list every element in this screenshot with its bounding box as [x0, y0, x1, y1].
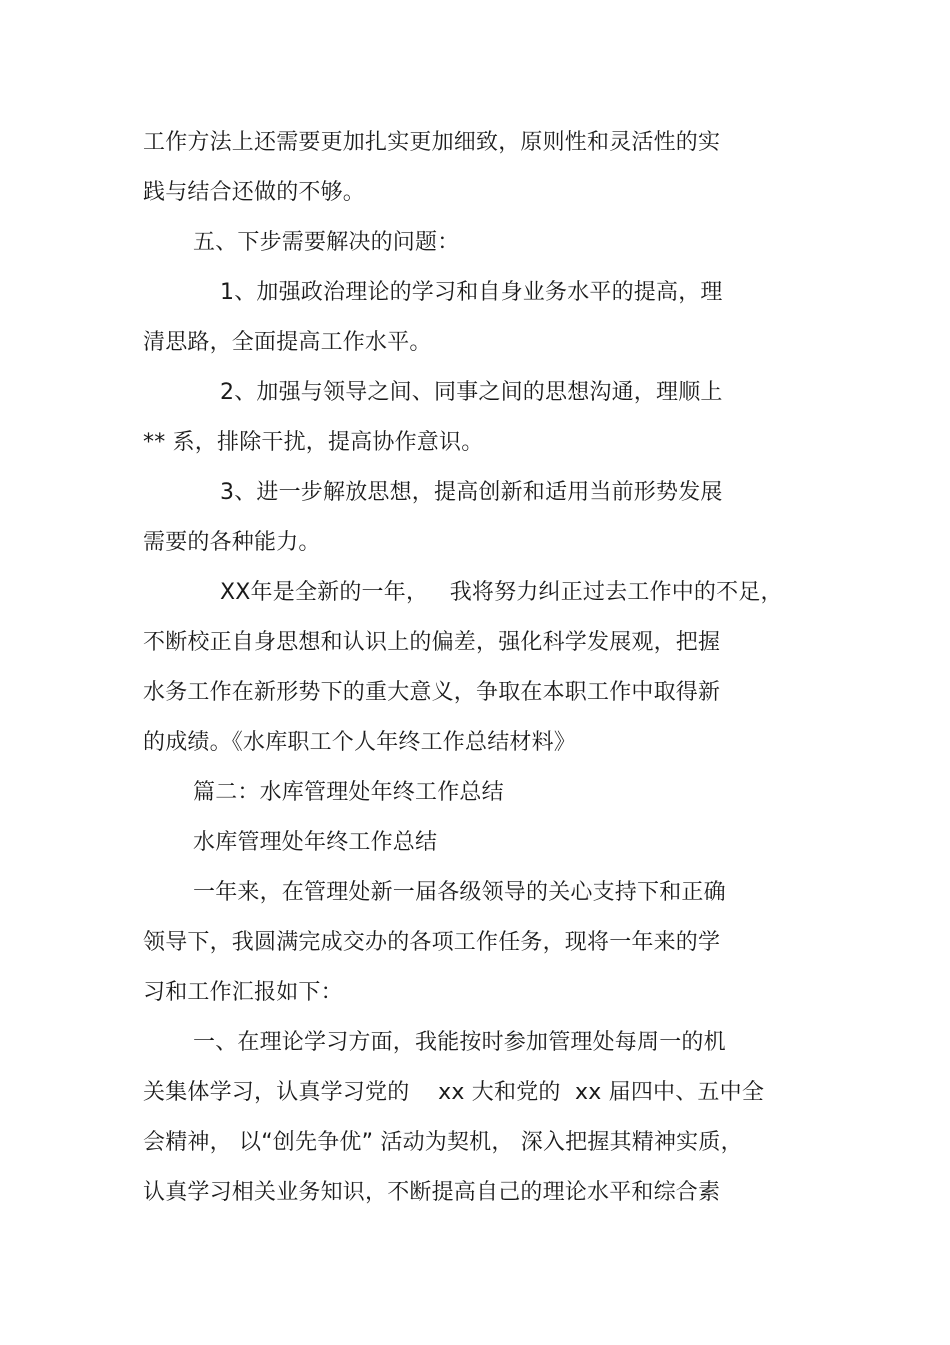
text-line: XX年是全新的一年， 我将努力纠正过去工作中的不足， — [220, 580, 783, 605]
text-line: 需要的各种能力。 — [143, 530, 321, 555]
text-line: 2、加强与领导之间、同事之间的思想沟通，理顺上 — [220, 380, 723, 405]
text-line: 认真学习相关业务知识，不断提高自己的理论水平和综合素 — [143, 1180, 721, 1205]
text-line: 3、进一步解放思想，提高创新和适用当前形势发展 — [220, 480, 723, 505]
text-line: 的成绩。《水库职工个人年终工作总结材料》 — [143, 730, 577, 755]
text-line: ** 系，排除干扰，提高协作意识。 — [143, 430, 484, 455]
text-line: 一年来，在管理处新一届各级领导的关心支持下和正确 — [193, 880, 726, 905]
text-line: 会精神， 以“创先争优” 活动为契机， 深入把握其精神实质， — [143, 1130, 743, 1155]
text-line: 五、下步需要解决的问题： — [193, 230, 460, 255]
section-title: 水库管理处年终工作总结 — [193, 830, 438, 855]
text-line: 工作方法上还需要更加扎实更加细致，原则性和灵活性的实 — [143, 130, 721, 155]
text-line: 领导下，我圆满完成交办的各项工作任务，现将一年来的学 — [143, 930, 721, 955]
text-line: 水务工作在新形势下的重大意义，争取在本职工作中取得新 — [143, 680, 721, 705]
text-line: 一、在理论学习方面，我能按时参加管理处每周一的机 — [193, 1030, 726, 1055]
text-line: 不断校正自身思想和认识上的偏差，强化科学发展观，把握 — [143, 630, 721, 655]
section-heading: 篇二：水库管理处年终工作总结 — [193, 780, 504, 805]
text-line: 1、加强政治理论的学习和自身业务水平的提高，理 — [220, 280, 723, 305]
text-line: 清思路，全面提高工作水平。 — [143, 330, 432, 355]
text-line: 践与结合还做的不够。 — [143, 180, 366, 205]
text-line: 习和工作汇报如下： — [143, 980, 343, 1005]
text-line: 关集体学习，认真学习党的 xx 大和党的 xx 届四中、五中全 — [143, 1080, 765, 1105]
